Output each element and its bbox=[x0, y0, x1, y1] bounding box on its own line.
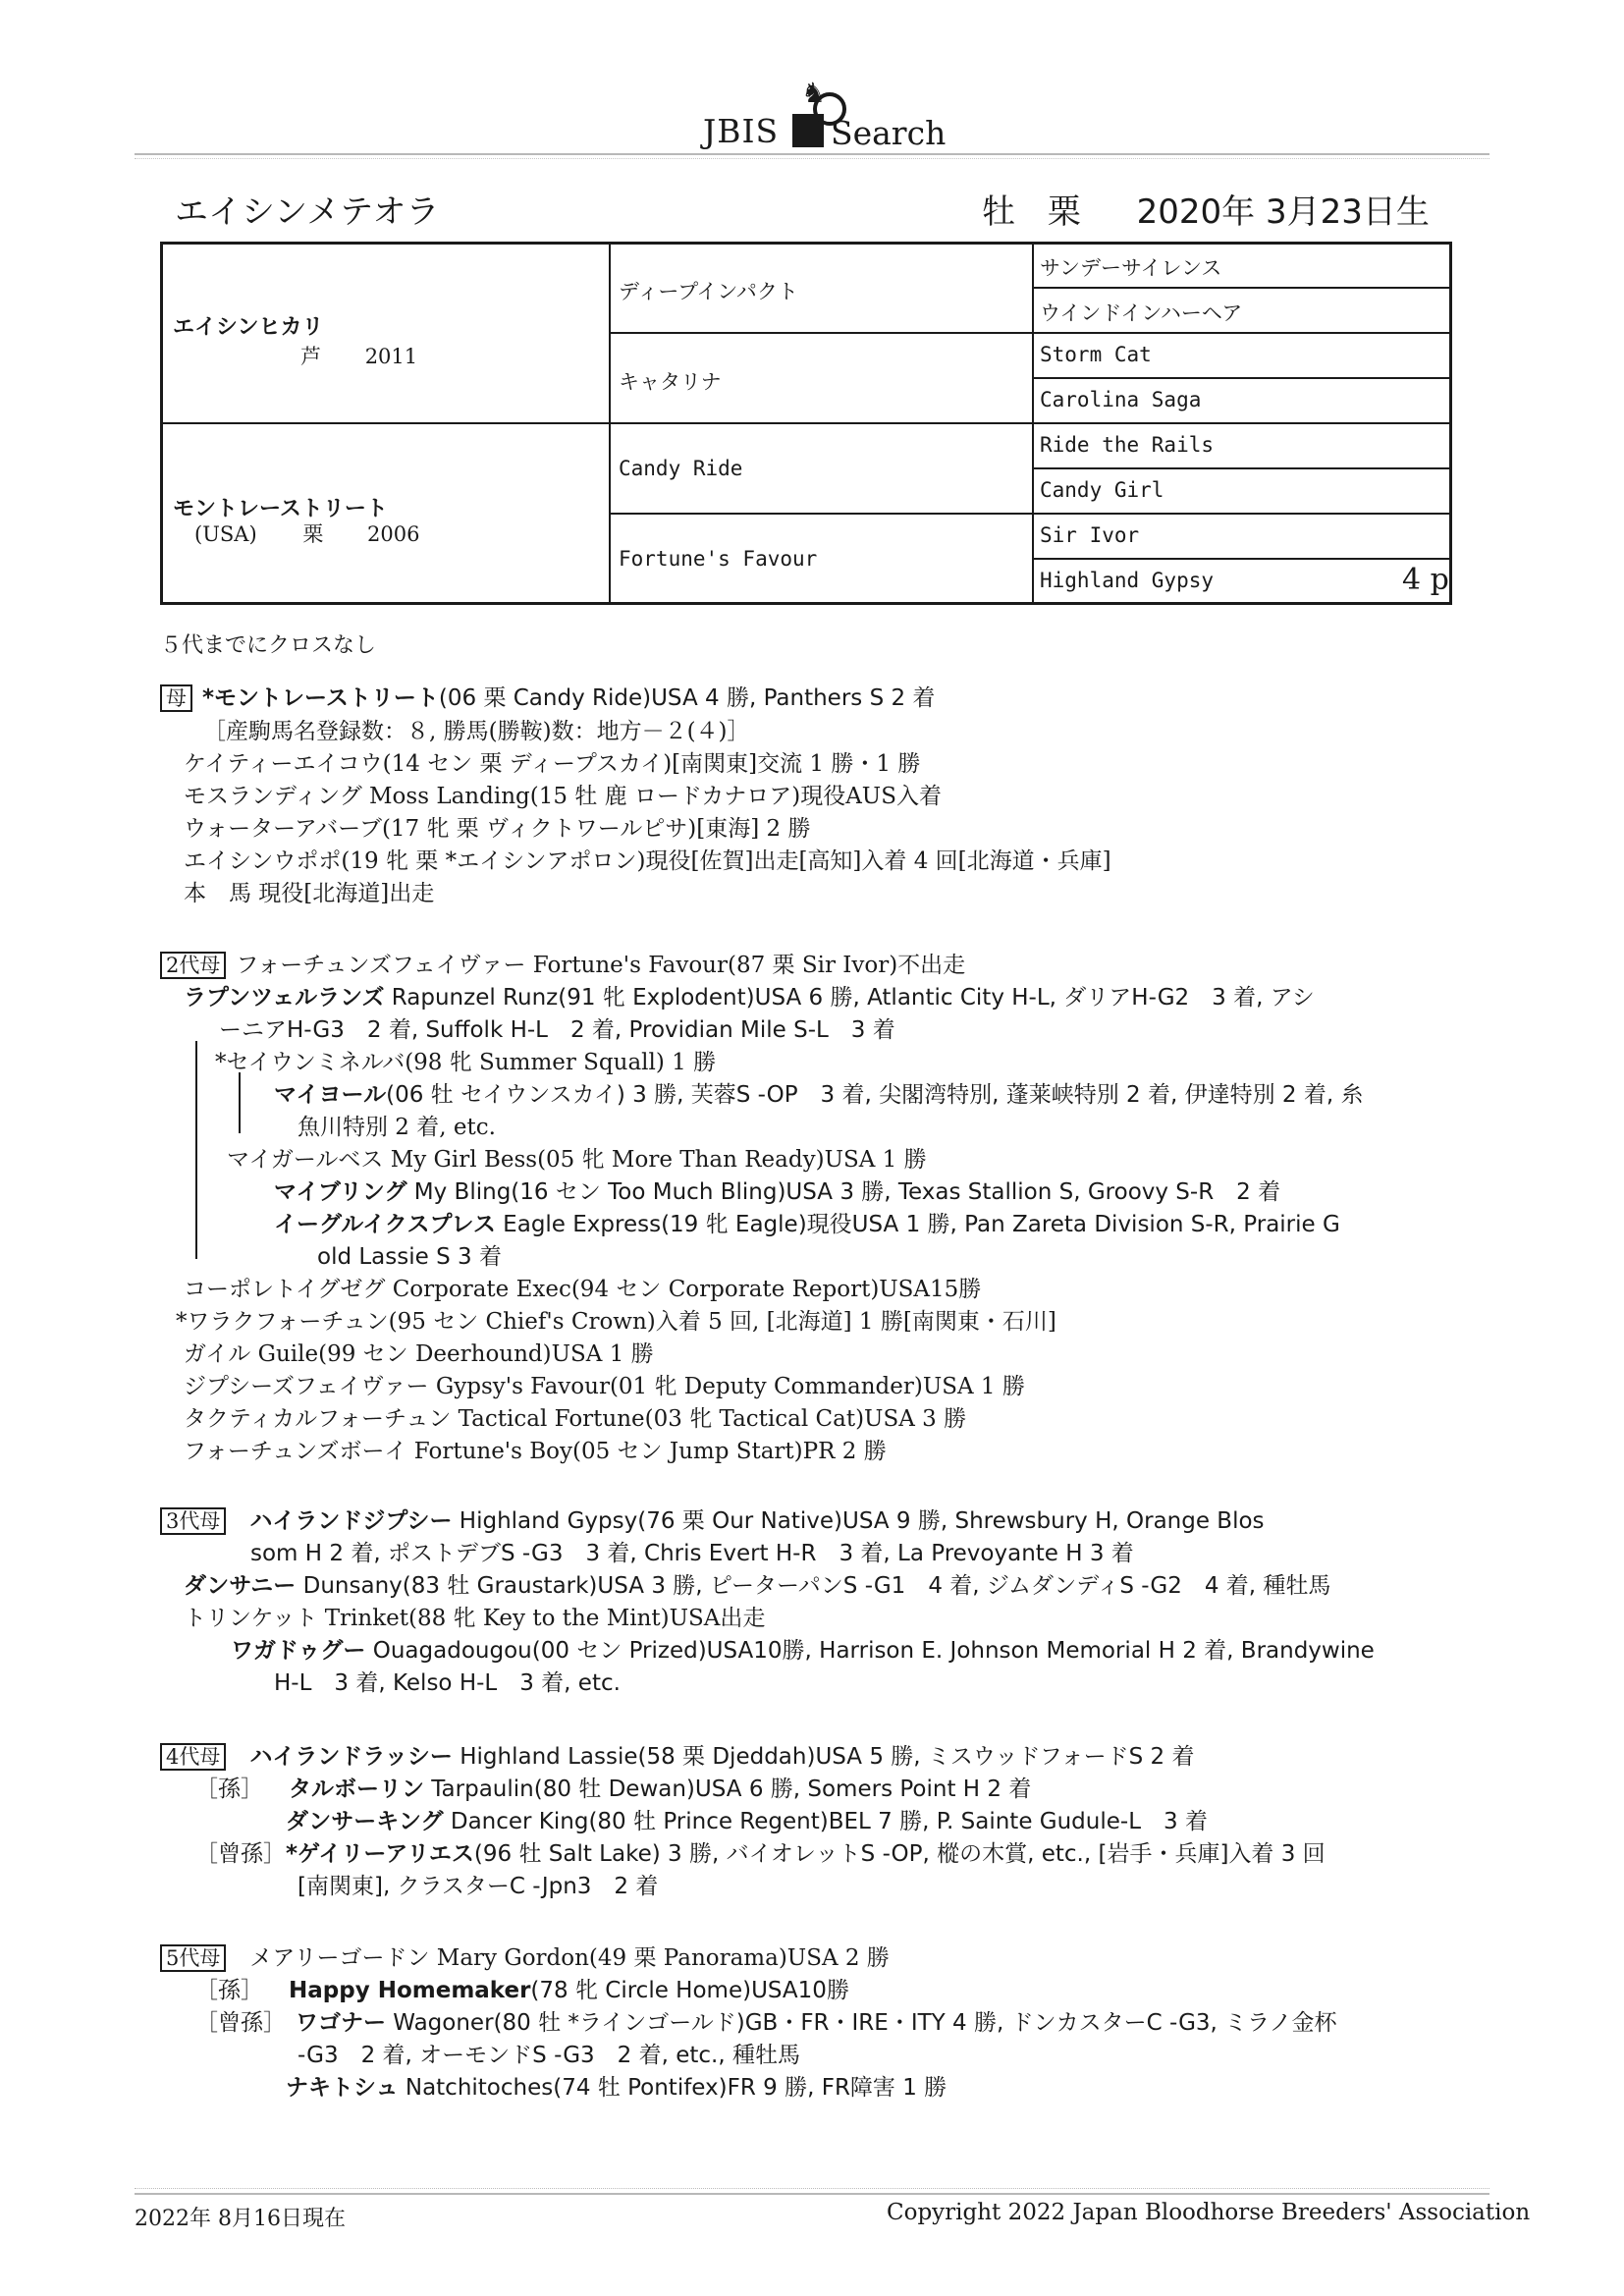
header-rule-dotted bbox=[135, 158, 1489, 159]
ped-sire-name: エイシンヒカリ bbox=[173, 315, 324, 340]
g2-line-8: マイブリング My Bling(16 セン Too Much Bling)USA 3 勝, Texas Stallion S, Groovy S-R 2 着 bbox=[274, 1179, 1281, 1205]
section-tag-g4: 4代母 bbox=[160, 1743, 226, 1771]
g2-line-9: イーグルイクスプレス Eagle Express(19 牝 Eagle)現役USA 1 勝, Pan Zareta Division S-R, Prairie G bbox=[274, 1212, 1340, 1237]
ped-dam-detail: (USA) 栗 2006 bbox=[194, 522, 420, 546]
g2-line-5: マイヨール(06 牡 セイウンスカイ) 3 勝, 芙蓉S -OP 3 着, 尖閣湾特別, 蓬莱峡特別 2 着, 伊達特別 2 着, 糸 bbox=[274, 1082, 1364, 1108]
dam-line-7: 本 馬 現役[北海道]出走 bbox=[184, 881, 435, 906]
dam-line-3: ケイティーエイコウ(14 セン 栗 ディープスカイ)[南関東]交流 1 勝・1 勝 bbox=[184, 751, 921, 777]
g2-line-16: フォーチュンズボーイ Fortune's Boy(05 セン Jump Start)PR 2 勝 bbox=[184, 1439, 887, 1464]
ped-sire-dam: キャタリナ bbox=[619, 370, 722, 394]
ped-g3-3: Storm Cat bbox=[1040, 343, 1152, 366]
section-tag-dam: 母 bbox=[160, 684, 192, 712]
header-rule bbox=[135, 153, 1489, 155]
section-tag-g2: 2代母 bbox=[160, 952, 226, 979]
ped-divider bbox=[609, 332, 1449, 334]
logo-text-search: Search bbox=[831, 114, 947, 152]
ped-dam-dam: Fortune's Favour bbox=[619, 547, 818, 571]
ped-g3-5: Ride the Rails bbox=[1040, 433, 1215, 457]
g2-line-12: *ワラクフォーチュン(95 セン Chief's Crown)入着 5 回, [北海道] 1 勝[南関東・石川] bbox=[176, 1309, 1056, 1335]
ped-g3-7: Sir Ivor bbox=[1040, 523, 1140, 547]
g4-line-5: [南関東], クラスターC -Jpn3 2 着 bbox=[298, 1874, 659, 1899]
g3-line-6: H-L 3 着, Kelso H-L 3 着, etc. bbox=[274, 1670, 621, 1696]
g2-line-4: *セイウンミネルバ(98 牝 Summer Squall) 1 勝 bbox=[215, 1050, 717, 1075]
ped-dam-name: モントレーストリート bbox=[173, 497, 388, 521]
ped-dam-sire: Candy Ride bbox=[619, 457, 743, 480]
g3-line-1: 3代母 ハイランドジプシー Highland Gypsy(76 栗 Our Native)USA 9 勝, Shrewsbury H, Orange Blos bbox=[160, 1503, 1265, 1535]
ped-g3-8: Highland Gypsy bbox=[1040, 569, 1215, 592]
g2-line-11: コーポレトイグゼグ Corporate Exec(94 セン Corporate Report)USA15勝 bbox=[184, 1277, 982, 1302]
jbis-search-logo bbox=[697, 77, 952, 157]
g2-line-15: タクティカルフォーチュン Tactical Fortune(03 牝 Tactical Cat)USA 3 勝 bbox=[184, 1406, 967, 1432]
g4-line-1: 4代母 ハイランドラッシー Highland Lassie(58 栗 Djeddah)USA 5 勝, ミスウッドフォードS 2 着 bbox=[160, 1738, 1194, 1771]
horse-color: 栗 bbox=[1047, 192, 1081, 232]
footer-rule-dotted bbox=[135, 2188, 1489, 2189]
ped-divider bbox=[1032, 287, 1449, 289]
ped-divider bbox=[609, 513, 1449, 515]
g2-line-7: マイガールベス My Girl Bess(05 牝 More Than Ready)USA 1 勝 bbox=[227, 1147, 927, 1173]
horse-sex: 牡 bbox=[982, 192, 1015, 232]
g5-line-3: ［曾孫］ ワゴナー Wagoner(80 牡 *ラインゴールド)GB・FR・IRE・ITY 4 勝, ドンカスターC -G3, ミラノ金杯 bbox=[195, 2010, 1337, 2036]
dam-line-4: モスランディング Moss Landing(15 牡 鹿 ロードカナロア)現役AUS入着 bbox=[184, 784, 942, 809]
section-tag-g3: 3代母 bbox=[160, 1507, 226, 1535]
ped-sire-detail: 芦 2011 bbox=[300, 345, 418, 368]
ped-divider bbox=[1032, 467, 1449, 469]
g5-line-5: ナキトシュ Natchitoches(74 牡 Pontifex)FR 9 勝, FR障害 1 勝 bbox=[286, 2075, 947, 2101]
ped-g3-2: ウインドインハーヘア bbox=[1040, 301, 1243, 325]
g4-line-2: ［孫］ タルボーリン Tarpaulin(80 牡 Dewan)USA 6 勝, Somers Point H 2 着 bbox=[195, 1777, 1032, 1802]
dam-line-5: ウォーターアバーブ(17 牝 栗 ヴィクトワールピサ)[東海] 2 勝 bbox=[184, 816, 811, 842]
dam-line-1: 母 *モントレーストリート(06 栗 Candy Ride)USA 4 勝, Panthers S 2 着 bbox=[160, 680, 935, 712]
ped-g3-6: Candy Girl bbox=[1040, 478, 1164, 502]
g3-line-2: som H 2 着, ポストデブS -G3 3 着, Chris Evert H-R 3 着, La Prevoyante H 3 着 bbox=[250, 1541, 1134, 1566]
pedigree-table bbox=[160, 242, 1452, 605]
logo-horse-icon: ♞ bbox=[801, 77, 827, 109]
ped-sire-sire: ディープインパクト bbox=[619, 280, 798, 303]
footer-copyright: Copyright 2022 Japan Bloodhorse Breeders' Association bbox=[887, 2200, 1531, 2225]
horse-birth: 2020年 3月23日生 bbox=[1136, 192, 1430, 232]
page-mark: 4 p bbox=[1402, 563, 1449, 597]
g3-line-4: トリンケット Trinket(88 牝 Key to the Mint)USA出走 bbox=[184, 1606, 766, 1631]
section-tag-g5: 5代母 bbox=[160, 1944, 226, 1972]
g2-line-1: 2代母 フォーチュンズフェイヴァー Fortune's Favour(87 栗 Sir Ivor)不出走 bbox=[160, 947, 965, 979]
g3-line-3: ダンサニー Dunsany(83 牡 Graustark)USA 3 勝, ピーターパンS -G1 4 着, ジムダンディS -G2 4 着, 種牡馬 bbox=[184, 1573, 1331, 1599]
horse-name: エイシンメテオラ bbox=[175, 192, 440, 232]
g4-line-3: ダンサーキング Dancer King(80 牡 Prince Regent)BEL 7 勝, P. Sainte Gudule-L 3 着 bbox=[286, 1809, 1208, 1834]
ped-divider bbox=[1032, 377, 1449, 379]
logo-text-jbis: JBIS bbox=[703, 112, 780, 150]
horse-info bbox=[982, 185, 1451, 233]
lineage-bar bbox=[195, 1041, 197, 1259]
g2-line-6: 魚川特別 2 着, etc. bbox=[298, 1115, 496, 1140]
footer-rule bbox=[135, 2193, 1489, 2195]
dam-line-6: エイシンウポポ(19 牝 栗 *エイシンアポロン)現役[佐賀]出走[高知]入着 4 回[北海道・兵庫] bbox=[184, 848, 1111, 874]
footer-date: 2022年 8月16日現在 bbox=[135, 2207, 346, 2231]
g2-line-10: old Lassie S 3 着 bbox=[317, 1244, 502, 1270]
g2-line-2: ラプンツェルランズ Rapunzel Runz(91 牝 Explodent)USA 6 勝, Atlantic City H-L, ダリアH-G2 3 着, アシ bbox=[184, 985, 1315, 1011]
cross-note: ５代までにクロスなし bbox=[160, 633, 377, 658]
lineage-bar bbox=[239, 1072, 241, 1133]
g3-line-5: ワガドゥグー Ouagadougou(00 セン Prized)USA10勝, Harrison E. Johnson Memorial H 2 着, Brandywine bbox=[231, 1638, 1375, 1664]
ped-g3-1: サンデーサイレンス bbox=[1040, 256, 1222, 280]
ped-divider bbox=[163, 422, 1449, 424]
g5-line-2: ［孫］ Happy Homemaker(78 牝 Circle Home)USA10勝 bbox=[195, 1978, 849, 2003]
ped-divider bbox=[1032, 558, 1449, 560]
g2-line-3: ーニアH-G3 2 着, Suffolk H-L 2 着, Providian Mile S-L 3 着 bbox=[219, 1017, 895, 1043]
g2-line-14: ジプシーズフェイヴァー Gypsy's Favour(01 牝 Deputy Commander)USA 1 勝 bbox=[184, 1374, 1025, 1399]
g2-line-13: ガイル Guile(99 セン Deerhound)USA 1 勝 bbox=[184, 1341, 654, 1367]
ped-g3-4: Carolina Saga bbox=[1040, 388, 1202, 411]
g4-line-4: ［曾孫］*ゲイリーアリエス(96 牡 Salt Lake) 3 勝, バイオレットS -OP, 樅の木賞, etc., [岩手・兵庫]入着 3 回 bbox=[195, 1841, 1326, 1867]
g5-line-1: 5代母 メアリーゴードン Mary Gordon(49 栗 Panorama)USA 2 勝 bbox=[160, 1940, 890, 1972]
g5-line-4: -G3 2 着, オーモンドS -G3 2 着, etc., 種牡馬 bbox=[298, 2043, 800, 2068]
dam-line-2: ［産駒馬名登録数：８, 勝馬(勝鞍)数：地方－２(４)］ bbox=[203, 719, 750, 744]
